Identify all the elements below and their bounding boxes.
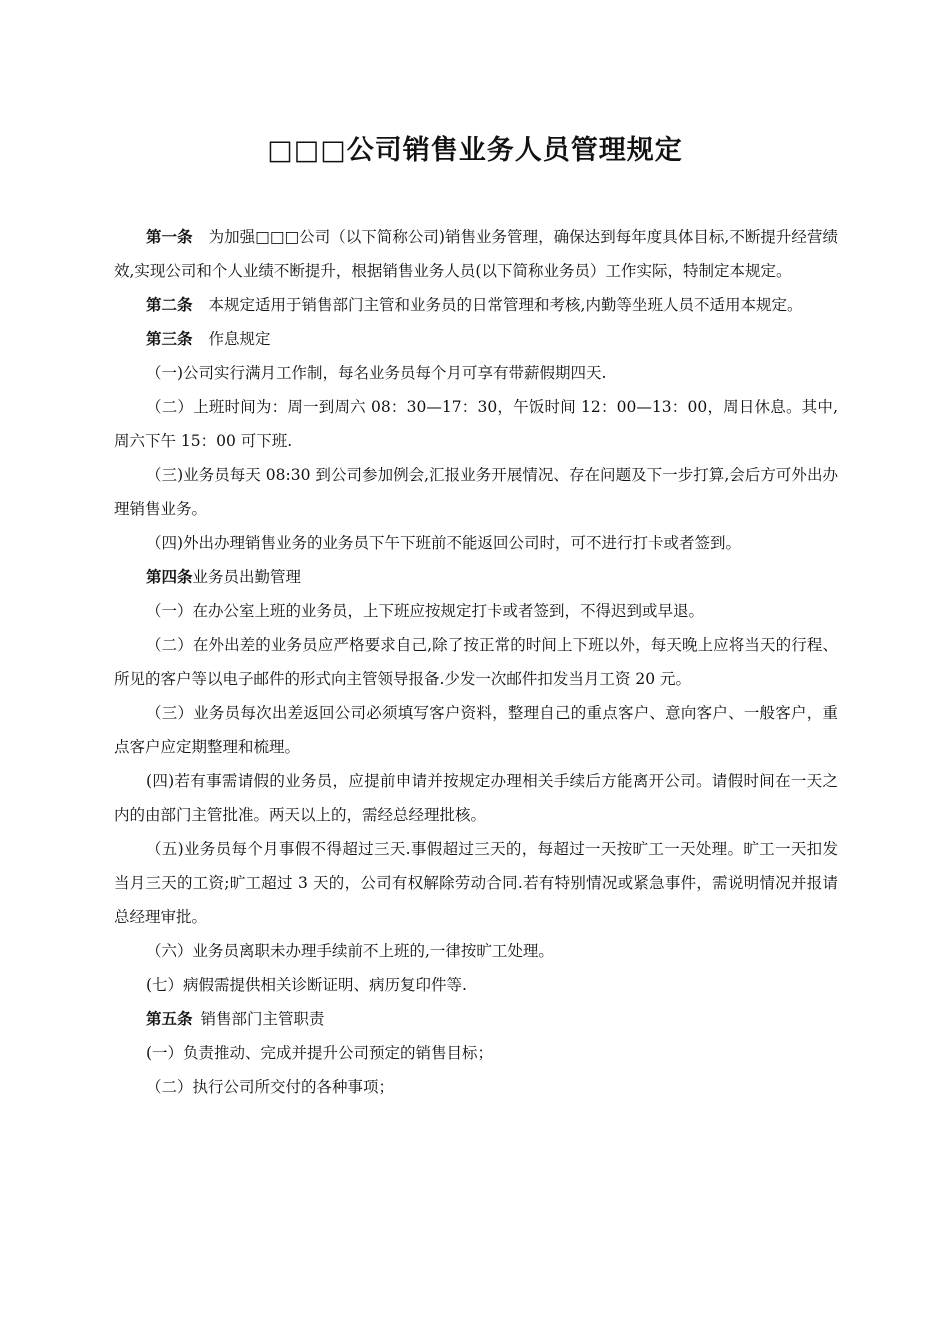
- paragraph-item: [114, 832, 838, 934]
- paragraph-item: [114, 356, 838, 390]
- paragraph-text: 销售部门主管职责: [200, 1010, 325, 1028]
- paragraph-item: [114, 696, 838, 764]
- paragraph-article-5: [114, 1002, 838, 1036]
- paragraph-item: [114, 526, 838, 560]
- paragraph-text: （四)外出办理销售业务的业务员下午下班前不能返回公司时，可不进行打卡或者签到。: [146, 534, 742, 552]
- paragraph-text: （五)业务员每个月事假不得超过三天.事假超过三天的，每超过一天按旷工一天处理。旷工一天扣发当月三天的工资;旷工超过 3 天的，公司有权解除劳动合同.若有特别情况或紧急事件，需说明情况并报请总经理审批。: [114, 840, 838, 926]
- paragraph-item: [114, 968, 838, 1002]
- paragraph-item: [114, 1036, 838, 1070]
- paragraph-item: [114, 934, 838, 968]
- document-title: □□□公司销售业务人员管理规定: [267, 135, 683, 166]
- paragraph-text: （二）上班时间为：周一到周六 08：30—17：30，午饭时间 12：00—13：00，周日休息。其中,周六下午 15：00 可下班.: [114, 398, 838, 450]
- paragraph-text: （三)业务员每天 08:30 到公司参加例会,汇报业务开展情况、存在问题及下一步打算,会后方可外出办理销售业务。: [114, 466, 838, 518]
- paragraph-text: （一）在办公室上班的业务员，上下班应按规定打卡或者签到，不得迟到或早退。: [146, 602, 705, 620]
- paragraph-text: 作息规定: [208, 330, 271, 348]
- paragraph-text: 为加强□□□公司（以下简称公司)销售业务管理，确保达到每年度具体目标,不断提升经营绩效,实现公司和个人业绩不断提升，根据销售业务人员(以下简称业务员）工作实际，特制定本规定。: [114, 228, 838, 280]
- paragraph-text: (七）病假需提供相关诊断证明、病历复印件等.: [146, 976, 467, 994]
- paragraph-item: [114, 1070, 838, 1104]
- document-body: [114, 220, 838, 1104]
- paragraph-article-4: [114, 560, 838, 594]
- paragraph-text: （三）业务员每次出差返回公司必须填写客户资料，整理自己的重点客户、意向客户、一般客户，重点客户应定期整理和梳理。: [114, 704, 838, 756]
- paragraph-text: （一)公司实行满月工作制，每名业务员每个月可享有带薪假期四天.: [146, 364, 607, 382]
- paragraph-article-3: [114, 322, 838, 356]
- article-label: 第四条: [146, 567, 193, 586]
- paragraph-article-1: [114, 220, 838, 288]
- paragraph-item: [114, 628, 838, 696]
- paragraph-text: (一）负责推动、完成并提升公司预定的销售目标；: [146, 1044, 494, 1062]
- paragraph-item: [114, 390, 838, 458]
- article-label: 第三条: [146, 329, 193, 348]
- article-label: 第二条: [146, 295, 193, 314]
- paragraph-article-2: [114, 288, 838, 322]
- paragraph-item: [114, 764, 838, 832]
- paragraph-item: [114, 458, 838, 526]
- article-label: 第五条: [146, 1009, 193, 1028]
- paragraph-text: 本规定适用于销售部门主管和业务员的日常管理和考核,内勤等坐班人员不适用本规定。: [208, 296, 803, 314]
- article-label: 第一条: [146, 227, 193, 246]
- paragraph-text: (四)若有事需请假的业务员，应提前申请并按规定办理相关手续后方能离开公司。请假时间在一天之内的由部门主管批准。两天以上的，需经总经理批核。: [114, 772, 838, 824]
- paragraph-text: （二）执行公司所交付的各种事项；: [146, 1078, 395, 1096]
- paragraph-text: 业务员出勤管理: [192, 568, 302, 586]
- paragraph-text: （六）业务员离职未办理手续前不上班的,一律按旷工处理。: [146, 942, 554, 960]
- paragraph-text: （二）在外出差的业务员应严格要求自己,除了按正常的时间上下班以外，每天晚上应将当天的行程、所见的客户等以电子邮件的形式向主管领导报备.少发一次邮件扣发当月工资 20 元。: [114, 636, 838, 688]
- paragraph-item: [114, 594, 838, 628]
